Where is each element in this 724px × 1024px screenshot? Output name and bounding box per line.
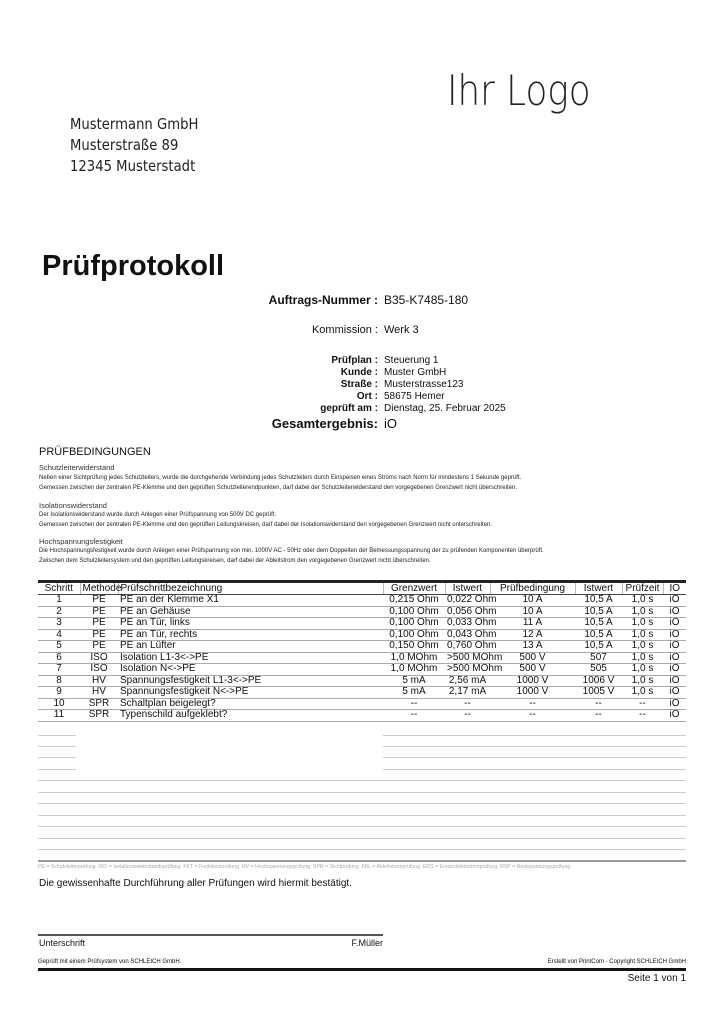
table-cell: PE an der Klemme X1 <box>118 595 383 607</box>
signature-name: F.Müller <box>351 938 383 948</box>
condition-title: Isolationswiderstand <box>39 501 107 510</box>
divider <box>38 826 686 827</box>
signature-label: Unterschrift <box>39 938 86 948</box>
table-cell: 0,150 Ohm <box>383 641 445 653</box>
table-cell: 0,022 Ohm <box>447 594 497 606</box>
table-cell: >500 MOhm <box>447 663 503 675</box>
table-cell: 9 <box>38 687 80 699</box>
company-city: 12345 Musterstadt <box>70 157 196 175</box>
column-header: Methode <box>80 582 118 595</box>
table-cell: 13 A <box>490 641 575 653</box>
table-cell: -- <box>445 698 490 710</box>
footer-right: Erstellt von PrintCom - Copyright SCHLEICH GmbH <box>547 959 686 965</box>
method-legend: PE = Schutzleiterprüfung ISO = Isolationswiderstandsprüfung FKT = Funktionsprüfung HV = Hochspannungsprüfung SPR = Sichtprüfung ABL = Ableitstromprüfung ERS = Ersatzableitstromprüfung RSP = Restspannungsprüfung <box>38 864 571 870</box>
plan-value: Steuerung 1 <box>384 355 439 366</box>
table-cell: 10,5 A <box>575 641 622 653</box>
city-value: 58675 Hemer <box>384 391 445 402</box>
table-cell: ISO <box>80 652 118 664</box>
table-cell: 6 <box>38 652 80 664</box>
table-cell: 0,033 Ohm <box>447 617 497 629</box>
conditions-heading: PRÜFBEDINGUNGEN <box>39 446 151 458</box>
table-cell: PE <box>80 618 118 630</box>
divider <box>383 757 686 758</box>
page-title: Prüfprotokoll <box>42 250 225 282</box>
table-cell: iO <box>663 687 686 699</box>
table-cell: 0,100 Ohm <box>383 618 445 630</box>
date-value: Dienstag, 25. Februar 2025 <box>384 403 506 414</box>
table-cell: Isolation N<->PE <box>118 664 383 676</box>
table-cell: 1,0 MOhm <box>383 664 445 676</box>
city-label: Ort : <box>356 391 378 402</box>
column-header: Istwert <box>445 582 490 595</box>
condition-text: Die Hochspannungsfestigkeit wurde durch Anlegen einer Prüfspannung von min. 1000V AC - 50Hz oder dem Doppelten der Bemessungsspannung der zu prüfenden Komponenten überprüft. <box>39 548 544 554</box>
plan-label: Prüfplan : <box>331 355 378 366</box>
table-cell: 0,100 Ohm <box>383 606 445 618</box>
table-cell: 10 A <box>490 595 575 607</box>
divider <box>38 838 686 839</box>
table-cell: 1,0 s <box>622 629 663 641</box>
table-cell: PE <box>80 629 118 641</box>
table-cell: 10,5 A <box>575 595 622 607</box>
table-cell: 11 <box>38 710 80 722</box>
condition-text: Der Isolationswiderstand wurde durch Anlegen einer Prüfspannung von 500V DC geprüft. <box>39 512 277 518</box>
table-row <box>38 641 686 653</box>
table-cell: ISO <box>80 664 118 676</box>
table-cell: 1005 V <box>575 687 622 699</box>
order-value: B35-K7485-180 <box>384 293 469 307</box>
table-row <box>38 675 686 687</box>
table-cell: 500 V <box>490 652 575 664</box>
table-cell: 1,0 MOhm <box>383 652 445 664</box>
column-header: Schritt <box>38 582 80 595</box>
divider <box>38 735 76 736</box>
table-cell: iO <box>663 595 686 607</box>
table-cell: 2,17 mA <box>445 687 490 699</box>
signature-line <box>38 934 383 936</box>
table-cell: -- <box>383 710 445 722</box>
divider <box>38 746 76 747</box>
table-cell: 1,0 s <box>622 595 663 607</box>
divider <box>38 803 686 804</box>
table-cell: iO <box>663 710 686 722</box>
commission-label: Kommission : <box>311 324 378 336</box>
confirmation-text: Die gewissenhafte Durchführung aller Prüfungen wird hiermit bestätigt. <box>39 878 352 889</box>
table-cell: 0,100 Ohm <box>383 629 445 641</box>
column-header: Prüfzeit <box>622 582 663 595</box>
table-cell: 0,215 Ohm <box>383 595 445 607</box>
table-cell: 10,5 A <box>575 606 622 618</box>
table-row <box>38 595 686 607</box>
divider <box>383 735 686 736</box>
table-cell: 2 <box>38 606 80 618</box>
divider <box>38 815 686 816</box>
table-cell: 5 mA <box>383 687 445 699</box>
table-row <box>38 618 686 630</box>
table-cell: 1,0 s <box>622 618 663 630</box>
table-cell: 1,0 s <box>622 641 663 653</box>
table-cell: iO <box>663 675 686 687</box>
column-header: IO <box>663 582 686 595</box>
condition-text: Gemessen zwischen der zentralen PE-Klemme und den geprüften Leitungskreisen, darf dabei der Isolationswiderstand den vorgegebenen Grenzwert nicht unterschreiten. <box>39 522 492 528</box>
table-cell: iO <box>663 606 686 618</box>
column-header: Istwert <box>575 582 622 595</box>
logo: Ihr Logo <box>447 66 591 115</box>
table-cell: iO <box>663 698 686 710</box>
table-cell: -- <box>575 698 622 710</box>
table-cell: iO <box>663 629 686 641</box>
table-cell: -- <box>445 710 490 722</box>
condition-title: Hochspannungsfestigkeit <box>39 537 123 546</box>
divider <box>383 746 686 747</box>
table-row <box>38 629 686 641</box>
table-cell: 1 <box>38 595 80 607</box>
table-cell: 507 <box>575 652 622 664</box>
condition-text: Zwischen dem Schutzleitersystem und den geprüften Leitungskreisen, darf dabei der Ableitstrom den vorgegebenen Grenzwert nicht überschreiten. <box>39 558 431 564</box>
table-row <box>38 664 686 676</box>
table-cell: iO <box>663 652 686 664</box>
table-cell: 10 A <box>490 606 575 618</box>
table-cell: Schaltplan beigelegt? <box>118 698 383 710</box>
table-cell: Spannungsfestigkeit N<->PE <box>118 687 383 699</box>
result-label: Gesamtergebnis: <box>271 416 378 431</box>
table-cell: SPR <box>80 710 118 722</box>
table-cell: PE <box>80 641 118 653</box>
column-header: Grenzwert <box>383 582 445 595</box>
divider <box>38 769 76 770</box>
table-cell: 0,760 Ohm <box>447 640 497 652</box>
divider <box>38 780 686 781</box>
divider <box>38 860 686 862</box>
table-cell: 1000 V <box>490 687 575 699</box>
company-street: Musterstraße 89 <box>70 136 179 154</box>
table-cell: -- <box>575 710 622 722</box>
table-cell: Isolation L1-3<->PE <box>118 652 383 664</box>
column-header: Prüfbedingung <box>490 582 575 595</box>
table-cell: HV <box>80 687 118 699</box>
table-row <box>38 710 686 722</box>
table-cell: -- <box>490 698 575 710</box>
table-cell: 8 <box>38 675 80 687</box>
condition-text: Gemessen zwischen der zentralen PE-Klemme und den geprüften Schutzleiterendpunkten, darf dabei der Schutzleiterwiderstand den vorgegebenen Grenzwert nicht überschreiten. <box>39 485 517 491</box>
commission-value: Werk 3 <box>384 324 419 336</box>
table-row <box>38 687 686 699</box>
table-cell: -- <box>622 710 663 722</box>
condition-text: Neben einer Sichtprüfung jedes Schutzleiters, wurde die durchgehende Verbindung jedes Schutzleiters durch Einspeisen eines Stroms nach Norm für mindestens 1 Sekunde geprüft. <box>39 475 522 481</box>
table-cell: 10 <box>38 698 80 710</box>
footer-left: Geprüft mit einem Prüfsystem von SCHLEICH GmbH. <box>38 959 182 965</box>
table-cell: iO <box>663 664 686 676</box>
divider <box>38 757 76 758</box>
table-cell: 1,0 s <box>622 606 663 618</box>
table-cell: HV <box>80 675 118 687</box>
date-label: geprüft am : <box>320 403 378 414</box>
divider <box>38 849 686 850</box>
result-value: iO <box>384 416 397 431</box>
order-label: Auftrags-Nummer : <box>268 293 378 307</box>
table-cell: 10,5 A <box>575 618 622 630</box>
page-number: Seite 1 von 1 <box>627 973 686 984</box>
table-cell: >500 MOhm <box>447 651 503 663</box>
divider <box>383 769 686 770</box>
table-cell: PE <box>80 606 118 618</box>
table-cell: 12 A <box>490 629 575 641</box>
footer-line <box>38 968 686 971</box>
table-cell: PE an Tür, rechts <box>118 629 383 641</box>
table-cell: Spannungsfestigkeit L1-3<->PE <box>118 675 383 687</box>
table-cell: -- <box>622 698 663 710</box>
table-cell: 0,056 Ohm <box>447 605 497 617</box>
table-cell: Typenschild aufgeklebt? <box>118 710 383 722</box>
table-cell: 2,56 mA <box>445 675 490 687</box>
table-cell: 0,043 Ohm <box>447 628 497 640</box>
condition-title: Schutzleiterwiderstand <box>39 463 115 472</box>
table-cell: 1,0 s <box>622 664 663 676</box>
table-cell: 505 <box>575 664 622 676</box>
results-table <box>38 580 686 722</box>
table-cell: 1,0 s <box>622 687 663 699</box>
table-cell: 1006 V <box>575 675 622 687</box>
table-cell: 1,0 s <box>622 675 663 687</box>
table-cell: 11 A <box>490 618 575 630</box>
company-name: Mustermann GmbH <box>70 115 199 133</box>
table-cell: 5 <box>38 641 80 653</box>
table-cell: 1000 V <box>490 675 575 687</box>
table-cell: 500 V <box>490 664 575 676</box>
table-cell: -- <box>383 698 445 710</box>
table-cell: 3 <box>38 618 80 630</box>
table-cell: iO <box>663 641 686 653</box>
table-cell: 5 mA <box>383 675 445 687</box>
table-cell: 1,0 s <box>622 652 663 664</box>
table-cell: iO <box>663 618 686 630</box>
table-cell: 10,5 A <box>575 629 622 641</box>
street-label: Straße : <box>340 379 378 390</box>
table-cell: PE an Gehäuse <box>118 606 383 618</box>
table-cell: 7 <box>38 664 80 676</box>
table-cell: -- <box>490 710 575 722</box>
table-row <box>38 698 686 710</box>
table-cell: PE an Tür, links <box>118 618 383 630</box>
table-cell: SPR <box>80 698 118 710</box>
street-value: Musterstrasse123 <box>384 379 464 390</box>
table-cell: 4 <box>38 629 80 641</box>
table-row <box>38 606 686 618</box>
divider <box>38 792 686 793</box>
column-header: Prüfschrittbezeichnung <box>118 582 383 595</box>
customer-value: Muster GmbH <box>384 367 447 378</box>
table-row <box>38 652 686 664</box>
table-cell: PE an Lüfter <box>118 641 383 653</box>
table-cell: PE <box>80 595 118 607</box>
customer-label: Kunde : <box>340 367 378 378</box>
